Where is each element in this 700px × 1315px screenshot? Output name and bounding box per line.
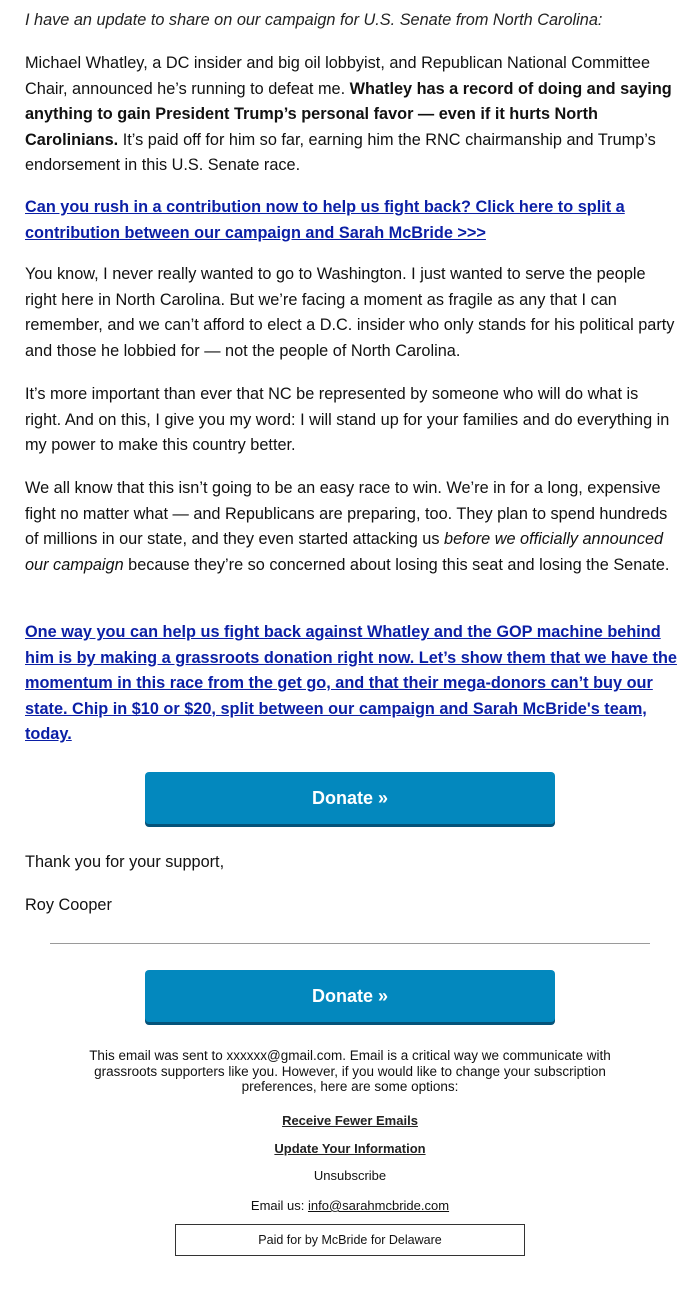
grassroots-donation-link[interactable]: One way you can help us fight back against Whatley and the GOP machine behind him is by making a grassroots donation right now. Let’s show them that we have the momentum in this race from the get go, and that their mega-donors can’t buy our state. Chip in $10 or $20, split between our campaign and Sarah McBride's team, today.: [25, 623, 677, 744]
paragraph-whatley-a: Michael Whatley, a DC insider and big oil lobbyist, and Republican National Committee Chair, announced he’s running to defeat me.: [25, 54, 651, 98]
donate-button[interactable]: Donate »: [145, 772, 555, 824]
paragraph-race-b: because they’re so concerned about losing this seat and losing the Senate.: [123, 555, 670, 574]
update-info-row: [0, 1136, 700, 1162]
email-us-label: Email us:: [250, 1198, 308, 1213]
paragraph-whatley-bold: Whatley has a record of doing and saying anything to gain President Trump’s personal favor — even if it hurts North Carolinians.: [25, 79, 672, 149]
paragraph-whatley-b: It’s paid off for him so far, earning him the RNC chairmanship and Trump’s endorsement in this U.S. Senate race.: [25, 130, 656, 175]
paragraph-washington: You know, I never really wanted to go to Washington. I just wanted to serve the people right here in North Carolina. But we’re facing a moment as fragile as any that I can remember, and we can’t afford to elect a D.C. insider who only stands for his political party and those he lobbied for — not the people of North Carolina.: [25, 265, 675, 360]
donate-button-footer[interactable]: Donate »: [145, 970, 555, 1022]
email-us-row: [0, 1193, 700, 1219]
fewer-emails-row: [0, 1108, 700, 1134]
thanks-text: Thank you for your support,: [25, 853, 225, 871]
intro-text: I have an update to share on our campaign for U.S. Senate from North Carolina:: [25, 11, 603, 29]
divider: [50, 943, 650, 944]
paragraph-race-italic: before we officially announced our campaign: [25, 530, 664, 574]
unsubscribe-link[interactable]: Unsubscribe: [313, 1168, 387, 1183]
grassroots-link-paragraph: [25, 620, 677, 748]
email-us-link[interactable]: info@sarahmcbride.com: [307, 1198, 450, 1213]
paragraph-race: [25, 476, 677, 578]
contribution-link[interactable]: Can you rush in a contribution now to help us fight back? Click here to split a contribution between our campaign and Sarah McBride >>>: [25, 198, 625, 242]
signature: Roy Cooper: [25, 896, 112, 914]
paragraph-whatley: [25, 51, 677, 179]
paragraph-represented: It’s more important than ever that NC be represented by someone who will do what is right. And on this, I give you my word: I will stand up for your families and do everything in my power to make this country better.: [25, 385, 670, 455]
footer-notice: This email was sent to xxxxxx@gmail.com. Email is a critical way we communicate with grassroots supporters like you. However, if you would like to change your subscription preferences, here are some options:: [89, 1048, 611, 1094]
receive-fewer-emails-link[interactable]: Receive Fewer Emails: [282, 1113, 418, 1128]
paid-for-box: Paid for by McBride for Delaware: [175, 1224, 525, 1256]
paragraph-race-a: We all know that this isn’t going to be an easy race to win. We’re in for a long, expensive fight no matter what — and Republicans are preparing, too. They plan to spend hundreds of millions in our state, and they even started attacking us: [25, 479, 668, 549]
contribution-link-paragraph: [25, 195, 677, 246]
update-information-link[interactable]: Update Your Information: [274, 1141, 426, 1156]
